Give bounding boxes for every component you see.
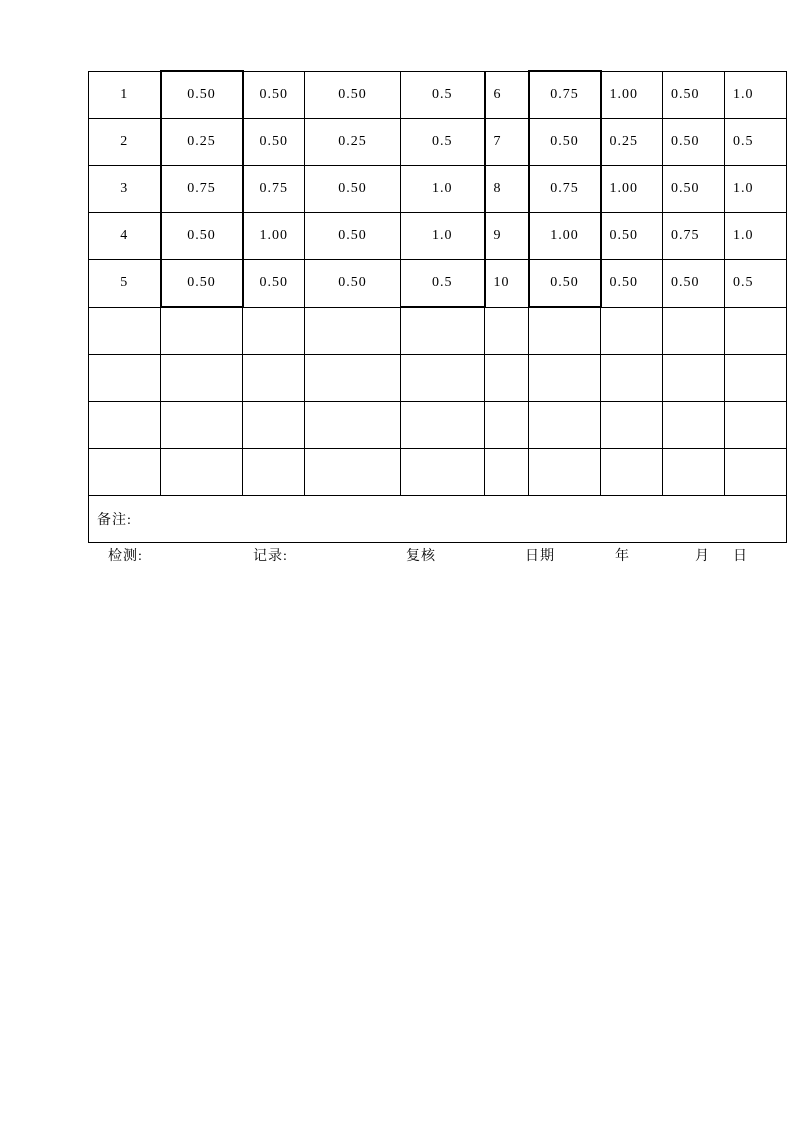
empty-cell (89, 449, 161, 496)
empty-cell (401, 402, 485, 449)
row-index-right: 10 (485, 260, 529, 308)
table-row (89, 71, 787, 119)
measurement-table-body (89, 71, 787, 543)
empty-cell (725, 449, 787, 496)
cell-left-1: 0.50 (161, 213, 243, 260)
cell-left-3: 0.50 (305, 260, 401, 308)
measurement-table-container (88, 70, 756, 543)
row-index-right: 8 (485, 166, 529, 213)
empty-cell (305, 449, 401, 496)
cell-right-3: 0.75 (663, 213, 725, 260)
empty-cell (663, 307, 725, 355)
row-index-left: 1 (89, 71, 161, 119)
measurement-table (88, 70, 787, 543)
table-row-empty (89, 307, 787, 355)
row-index-right: 7 (485, 119, 529, 166)
empty-cell (485, 449, 529, 496)
empty-cell (89, 402, 161, 449)
empty-cell (161, 307, 243, 355)
row-index-right: 6 (485, 71, 529, 119)
empty-cell (243, 449, 305, 496)
empty-cell (89, 355, 161, 402)
empty-cell (529, 402, 601, 449)
row-index-left: 4 (89, 213, 161, 260)
cell-left-1: 0.50 (161, 260, 243, 308)
day-label: 日 (733, 549, 748, 564)
cell-left-3: 0.50 (305, 166, 401, 213)
year-label: 年 (615, 549, 630, 564)
empty-cell (663, 355, 725, 402)
cell-right-3: 0.50 (663, 260, 725, 308)
empty-cell (601, 449, 663, 496)
cell-left-2: 0.50 (243, 119, 305, 166)
cell-left-1: 0.75 (161, 166, 243, 213)
table-row-empty (89, 402, 787, 449)
empty-cell (305, 402, 401, 449)
empty-cell (161, 355, 243, 402)
cell-right-4: 1.0 (725, 213, 787, 260)
cell-left-4: 0.5 (401, 260, 485, 308)
empty-cell (305, 355, 401, 402)
empty-cell (401, 449, 485, 496)
empty-cell (243, 355, 305, 402)
empty-cell (243, 402, 305, 449)
empty-cell (485, 402, 529, 449)
cell-right-1: 0.50 (529, 119, 601, 166)
cell-right-4: 0.5 (725, 119, 787, 166)
remark-label: 备注: (89, 496, 787, 543)
recorder-label: 记录: (253, 549, 288, 564)
cell-left-2: 1.00 (243, 213, 305, 260)
cell-left-4: 1.0 (401, 166, 485, 213)
empty-cell (161, 402, 243, 449)
cell-left-2: 0.75 (243, 166, 305, 213)
table-row (89, 260, 787, 308)
cell-left-1: 0.50 (161, 71, 243, 119)
empty-cell (725, 307, 787, 355)
empty-cell (529, 355, 601, 402)
table-row-empty (89, 355, 787, 402)
cell-left-4: 1.0 (401, 213, 485, 260)
date-label: 日期 (525, 549, 555, 564)
empty-cell (485, 307, 529, 355)
empty-cell (663, 402, 725, 449)
cell-right-2: 0.25 (601, 119, 663, 166)
row-index-left: 3 (89, 166, 161, 213)
reviewer-label: 复核 (406, 549, 436, 564)
table-row (89, 213, 787, 260)
month-label: 月 (695, 549, 710, 564)
empty-cell (601, 307, 663, 355)
empty-cell (529, 307, 601, 355)
cell-right-3: 0.50 (663, 119, 725, 166)
empty-cell (485, 355, 529, 402)
empty-cell (663, 449, 725, 496)
empty-cell (401, 307, 485, 355)
cell-right-2: 1.00 (601, 166, 663, 213)
cell-left-4: 0.5 (401, 119, 485, 166)
signature-row (88, 545, 788, 573)
empty-cell (725, 355, 787, 402)
empty-cell (601, 355, 663, 402)
row-index-left: 2 (89, 119, 161, 166)
empty-cell (161, 449, 243, 496)
cell-left-2: 0.50 (243, 260, 305, 308)
cell-right-2: 0.50 (601, 260, 663, 308)
cell-right-3: 0.50 (663, 166, 725, 213)
empty-cell (401, 355, 485, 402)
empty-cell (305, 307, 401, 355)
cell-right-4: 1.0 (725, 166, 787, 213)
empty-cell (89, 307, 161, 355)
cell-left-3: 0.50 (305, 213, 401, 260)
empty-cell (725, 402, 787, 449)
cell-right-2: 1.00 (601, 71, 663, 119)
cell-left-3: 0.25 (305, 119, 401, 166)
cell-right-4: 0.5 (725, 260, 787, 308)
row-index-right: 9 (485, 213, 529, 260)
row-index-left: 5 (89, 260, 161, 308)
table-row (89, 166, 787, 213)
cell-right-1: 0.50 (529, 260, 601, 308)
cell-right-2: 0.50 (601, 213, 663, 260)
cell-left-4: 0.5 (401, 71, 485, 119)
cell-right-1: 0.75 (529, 166, 601, 213)
cell-right-4: 1.0 (725, 71, 787, 119)
inspector-label: 检测: (108, 549, 143, 564)
cell-right-1: 1.00 (529, 213, 601, 260)
empty-cell (243, 307, 305, 355)
cell-left-3: 0.50 (305, 71, 401, 119)
cell-left-2: 0.50 (243, 71, 305, 119)
cell-right-1: 0.75 (529, 71, 601, 119)
remark-row (89, 496, 787, 543)
cell-left-1: 0.25 (161, 119, 243, 166)
empty-cell (529, 449, 601, 496)
table-row-empty (89, 449, 787, 496)
cell-right-3: 0.50 (663, 71, 725, 119)
table-row (89, 119, 787, 166)
empty-cell (601, 402, 663, 449)
